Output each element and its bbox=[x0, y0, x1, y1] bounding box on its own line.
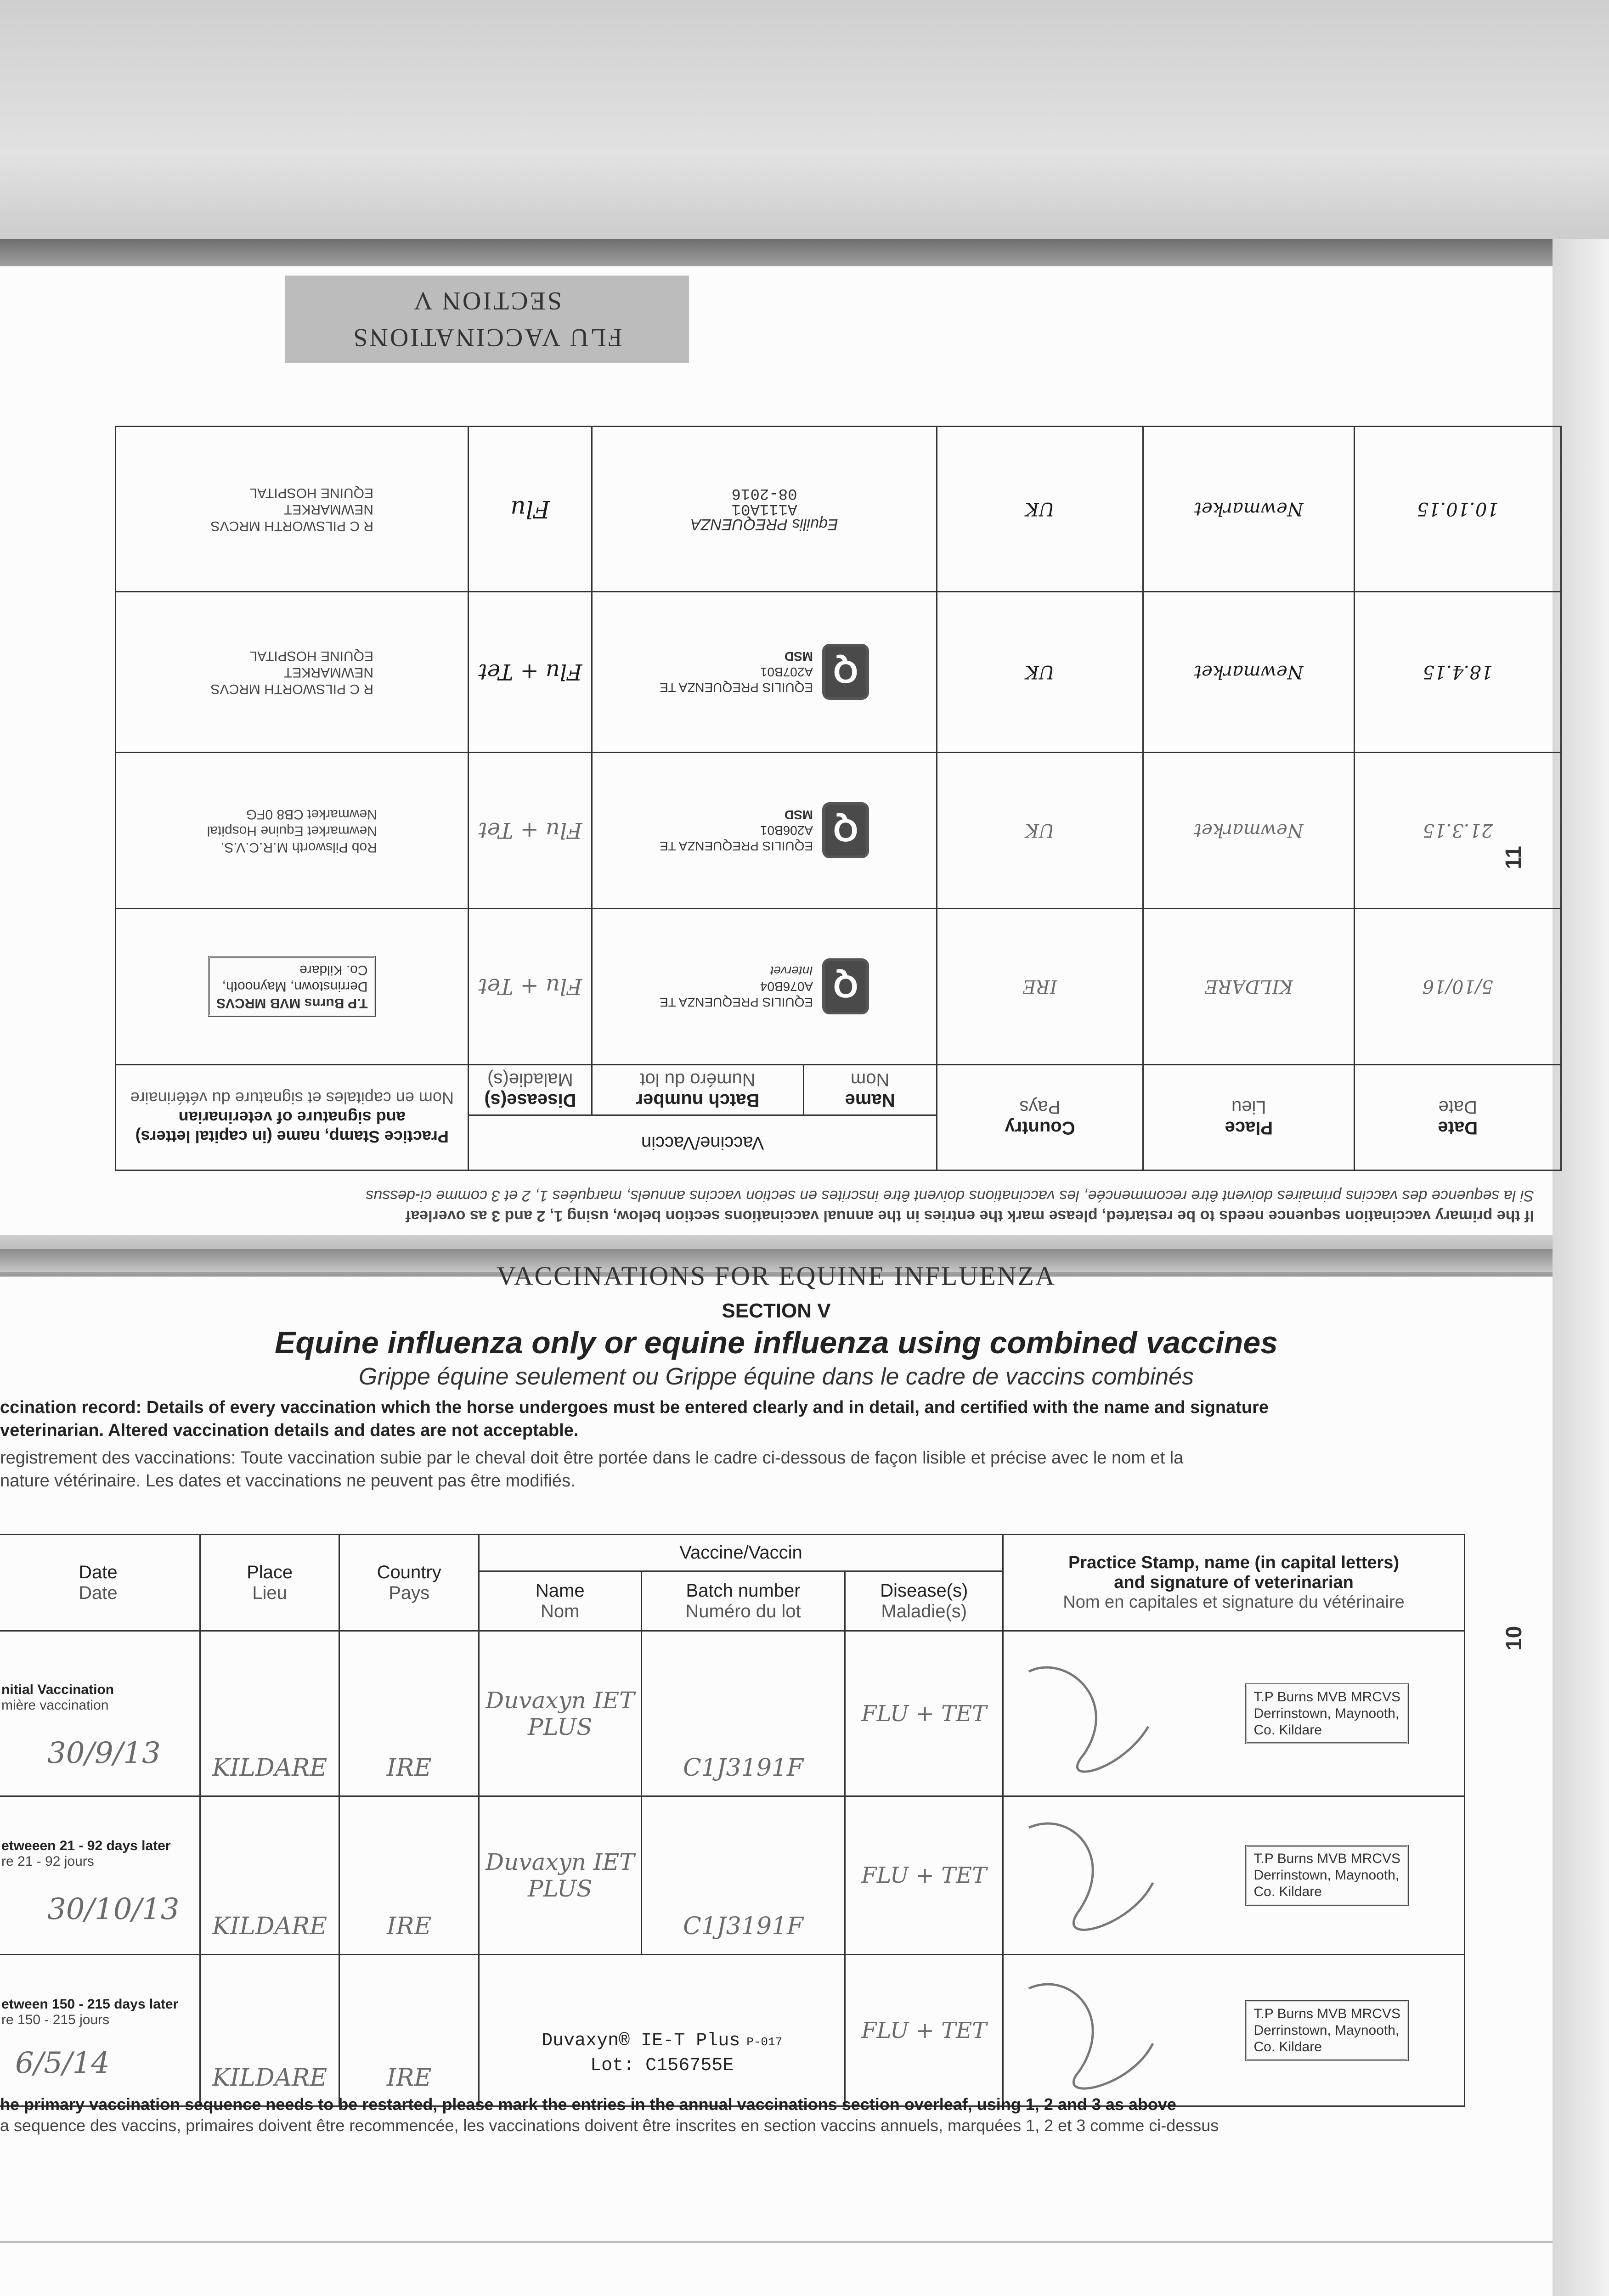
upper-hdr-country: Country Pays bbox=[937, 1065, 1143, 1171]
lower-section-band: VACCINATIONS FOR EQUINE INFLUENZA bbox=[497, 1261, 1056, 1291]
lower-row-batch: C1J3191F bbox=[641, 1796, 845, 1955]
upper-row-country: UK bbox=[937, 592, 1143, 753]
lower-hdr-date: Date Date bbox=[0, 1535, 200, 1631]
lower-row-country: IRE bbox=[339, 1796, 479, 1955]
upper-footer-en: If the primary vaccination sequence needs to be restarted, please mark the entries in the annual vaccinations section below, using 1, 2 and 3 as overleaf bbox=[405, 1207, 1534, 1225]
section-label: SECTION V bbox=[722, 1300, 831, 1322]
lower-row-name: Duvaxyn IET PLUS bbox=[479, 1796, 641, 1955]
upper-vaccination-table bbox=[115, 426, 1562, 1171]
upper-row-product: Q EQUILIS PREQUENZA TE A076B04 Intervet bbox=[592, 909, 937, 1065]
lower-hdr-disease: Disease(s) Maladie(s) bbox=[845, 1571, 1003, 1631]
lower-row-batch: C1J3191F bbox=[641, 1631, 845, 1796]
upper-row-disease: Flu bbox=[469, 427, 592, 592]
lower-hdr-country: Country Pays bbox=[339, 1535, 479, 1631]
upper-page-flipped bbox=[0, 266, 1553, 1304]
intro-en: ccination record: Details of every vaccination which the horse undergoes must be entered clearly and in detail, and certified with the name and signature veterinarian. Altered vaccination details and dates are not acceptable. bbox=[0, 1398, 1269, 1440]
upper-hdr-vaccine: Vaccine/Vaccin bbox=[469, 1115, 937, 1171]
lower-row-stamp: T.P Burns MVB MRCVS Derrinstown, Maynooth, Co. Kildare bbox=[1003, 1796, 1465, 1955]
lower-row-date: etween 150 - 215 days later re 150 - 215 jours 6/5/14 bbox=[0, 1955, 200, 2106]
product-logo-icon: Q bbox=[822, 959, 869, 1015]
upper-hdr-disease: Disease(s) Maladie(s) bbox=[469, 1065, 592, 1115]
lower-row-place: KILDARE bbox=[200, 1796, 339, 1955]
lower-hdr-stamp: Practice Stamp, name (in capital letters) and signature of veterinarian Nom en capitales et signature du vétérinaire bbox=[1003, 1535, 1465, 1631]
lower-row-stamp: T.P Burns MVB MRCVS Derrinstown, Maynooth, Co. Kildare bbox=[1003, 1955, 1465, 2106]
upper-row-stamp: Rob Pilsworth M.R.C.V.S. Newmarket Equine Hospital Newmarket CB8 0FG bbox=[116, 753, 469, 909]
page-title: Equine influenza only or equine influenza using combined vaccines bbox=[275, 1325, 1278, 1360]
upper-row-date: 10.10.15 bbox=[1355, 427, 1561, 592]
lower-row-place: KILDARE bbox=[200, 1955, 339, 2106]
upper-row-disease: Flu + Tet bbox=[469, 909, 592, 1065]
lower-row-place: KILDARE bbox=[200, 1631, 339, 1796]
upper-row-product: Q EQUILIS PREQUENZA TE A207B01 MSD bbox=[592, 592, 937, 753]
lower-row-disease: FLU + TET bbox=[845, 1955, 1003, 2106]
upper-hdr-name: Name Nom bbox=[803, 1065, 937, 1115]
upper-row-date: 18.4.15 bbox=[1355, 592, 1561, 753]
intro-fr: registrement des vaccinations: Toute vaccination subie par le cheval doit être portée dans le cadre ci-dessous de façon lisible et précise avec le nom et la nature vétérinaire. Les dates et vaccinations ne peuvent pas être modifiés. bbox=[0, 1448, 1184, 1491]
lower-row-date: nitial Vaccination mière vaccination 30/9/13 bbox=[0, 1631, 200, 1796]
upper-row-place: KILDARE bbox=[1143, 909, 1355, 1065]
product-logo-icon: Q bbox=[822, 803, 869, 859]
lower-row-disease: FLU + TET bbox=[845, 1631, 1003, 1796]
lower-hdr-vaccine: Vaccine/Vaccin bbox=[479, 1535, 1003, 1571]
table-row bbox=[116, 753, 1561, 909]
signature-marks bbox=[1001, 1635, 1277, 2140]
lower-row-disease: FLU + TET bbox=[845, 1796, 1003, 1955]
upper-row-country: UK bbox=[937, 427, 1143, 592]
upper-row-product: Q EQUILIS PREQUENZA TE A206B01 MSD bbox=[592, 753, 937, 909]
upper-hdr-batch: Batch number Numéro du lot bbox=[592, 1065, 803, 1115]
upper-hdr-stamp: Practice Stamp, name (in capital letters) and signature of veterinarian Nom en capitales et signature du vétérinaire bbox=[116, 1065, 469, 1171]
lower-footer: he primary vaccination sequence needs to be restarted, please mark the entries in the annual vaccinations section overleaf, using 1, 2 and 3 as above a sequence des vaccins, primaires doivent être recommencée, les vaccinations doivent être inscrites en section vaccins annuels, marquées 1, 2 et 3 comme ci-dessus bbox=[0, 2095, 1219, 2135]
lower-hdr-batch: Batch number Numéro du lot bbox=[641, 1571, 845, 1631]
lower-hdr-place: Place Lieu bbox=[200, 1535, 339, 1631]
upper-row-disease: Flu + Tet bbox=[469, 753, 592, 909]
upper-row-country: UK bbox=[937, 753, 1143, 909]
upper-row-stamp: R C PILSWORTH MRCVS NEWMARKET EQUINE HOSPITAL bbox=[116, 427, 469, 592]
lower-row-country: IRE bbox=[339, 1955, 479, 2106]
table-row bbox=[116, 592, 1561, 753]
upper-row-place: Newmarket bbox=[1143, 592, 1355, 753]
upper-hdr-place: Place Lieu bbox=[1143, 1065, 1355, 1171]
product-logo-icon: Q bbox=[822, 644, 869, 700]
lower-hdr-name: Name Nom bbox=[479, 1571, 641, 1631]
upper-row-place: Newmarket bbox=[1143, 427, 1355, 592]
page-rule bbox=[0, 2241, 1553, 2243]
page-number-lower: 10 bbox=[1502, 1626, 1527, 1651]
upper-row-place: Newmarket bbox=[1143, 753, 1355, 909]
upper-row-disease: Flu + Tet bbox=[469, 592, 592, 753]
upper-row-country: IRE bbox=[937, 909, 1143, 1065]
table-row bbox=[116, 427, 1561, 592]
lower-row-name: Duvaxyn IET PLUS bbox=[479, 1631, 641, 1796]
lower-row-country: IRE bbox=[339, 1631, 479, 1796]
upper-row-stamp: R C PILSWORTH MRCVS NEWMARKET EQUINE HOSPITAL bbox=[116, 592, 469, 753]
table-row bbox=[116, 909, 1561, 1065]
upper-section-band: FLU VACCINATIONS SECTION V bbox=[285, 276, 689, 363]
upper-footer-fr: Si la sequence des vaccins primaires doivent être recommencée, les vaccinations doivent être inscrites en section vaccins annuels, marquées 1, 2 et 3 comme ci-dessus bbox=[366, 1187, 1534, 1204]
page-number-upper: 11 bbox=[1501, 846, 1526, 869]
background-shade bbox=[0, 0, 1609, 257]
book-edge bbox=[0, 239, 1609, 266]
upper-hdr-date: Date Date bbox=[1355, 1065, 1561, 1171]
upper-row-product: Equilis PREQUENZA A111A01 08-2016 bbox=[592, 427, 937, 592]
upper-row-date: 21.3.15 bbox=[1355, 753, 1561, 909]
upper-row-date: 5/10/16 bbox=[1355, 909, 1561, 1065]
lower-row-stamp: T.P Burns MVB MRCVS Derrinstown, Maynooth, Co. Kildare bbox=[1003, 1631, 1465, 1796]
upper-row-stamp: T.P Burns MVB MRCVS Derrinstown, Maynooth, Co. Kildare bbox=[116, 909, 469, 1065]
page-subtitle: Grippe équine seulement ou Grippe équine dans le cadre de vaccins combinés bbox=[358, 1363, 1194, 1390]
lower-row-vaccine-label: Duvaxyn® IE-T Plus P-017 Lot: C156755E bbox=[479, 1955, 845, 2106]
lower-row-date: etweeen 21 - 92 days later re 21 - 92 jours 30/10/13 bbox=[0, 1796, 200, 1955]
